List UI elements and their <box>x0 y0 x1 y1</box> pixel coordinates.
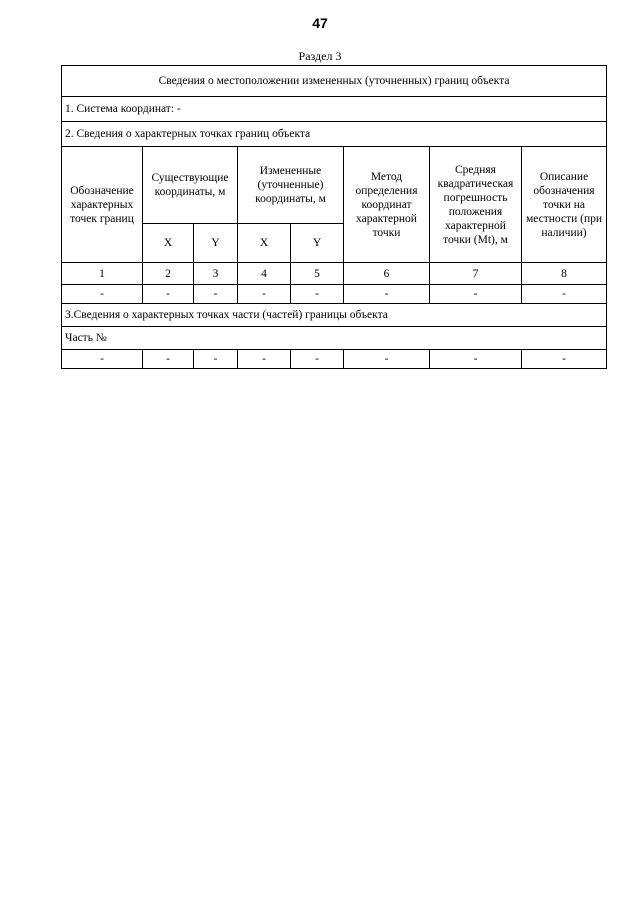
header-method: Метод определения координат характерной точки <box>344 147 430 263</box>
table-row <box>62 350 607 369</box>
column-number: 7 <box>430 263 522 285</box>
column-number: 8 <box>522 263 607 285</box>
table-cell: - <box>194 350 238 369</box>
table-cell: - <box>430 350 522 369</box>
table-cell: - <box>62 350 143 369</box>
table-cell: - <box>522 350 607 369</box>
table-cell: - <box>238 285 291 304</box>
table-cell: - <box>143 285 194 304</box>
header-existing-x: X <box>143 224 194 263</box>
column-numbers-row <box>62 263 607 285</box>
header-designation: Обозначение характерных точек границ <box>62 147 143 263</box>
table-cell: - <box>430 285 522 304</box>
coord-system-row: 1. Система координат: - <box>62 97 607 122</box>
page-number: 47 <box>312 15 328 31</box>
column-number: 6 <box>344 263 430 285</box>
table-row <box>62 285 607 304</box>
header-changed-y: Y <box>291 224 344 263</box>
header-changed-coords: Измененные (уточненные) координаты, м <box>238 147 344 224</box>
header-existing-coords: Существующие координаты, м <box>143 147 238 224</box>
table-cell: - <box>238 350 291 369</box>
header-existing-y: Y <box>194 224 238 263</box>
table-cell: - <box>143 350 194 369</box>
table-cell: - <box>522 285 607 304</box>
boundary-table <box>61 65 607 369</box>
points-section-row: 2. Сведения о характерных точках границ объекта <box>62 122 607 147</box>
column-number: 1 <box>62 263 143 285</box>
table-cell: - <box>194 285 238 304</box>
parts-section-row: 3.Сведения о характерных точках части (частей) границы объекта <box>62 304 607 327</box>
table-cell: - <box>291 350 344 369</box>
section-label: Раздел 3 <box>298 49 342 63</box>
table-title: Сведения о местоположении измененных (уточненных) границ объекта <box>62 66 607 97</box>
table-cell: - <box>344 350 430 369</box>
header-error: Средняя квадратическая погрешность положения характерной точки (Mt), м <box>430 147 522 263</box>
column-number: 3 <box>194 263 238 285</box>
header-changed-x: X <box>238 224 291 263</box>
column-number: 5 <box>291 263 344 285</box>
table-cell: - <box>62 285 143 304</box>
table-cell: - <box>344 285 430 304</box>
column-number: 4 <box>238 263 291 285</box>
part-label-row: Часть № <box>62 327 607 350</box>
header-description: Описание обозначения точки на местности (при наличии) <box>522 147 607 263</box>
table-cell: - <box>291 285 344 304</box>
column-number: 2 <box>143 263 194 285</box>
